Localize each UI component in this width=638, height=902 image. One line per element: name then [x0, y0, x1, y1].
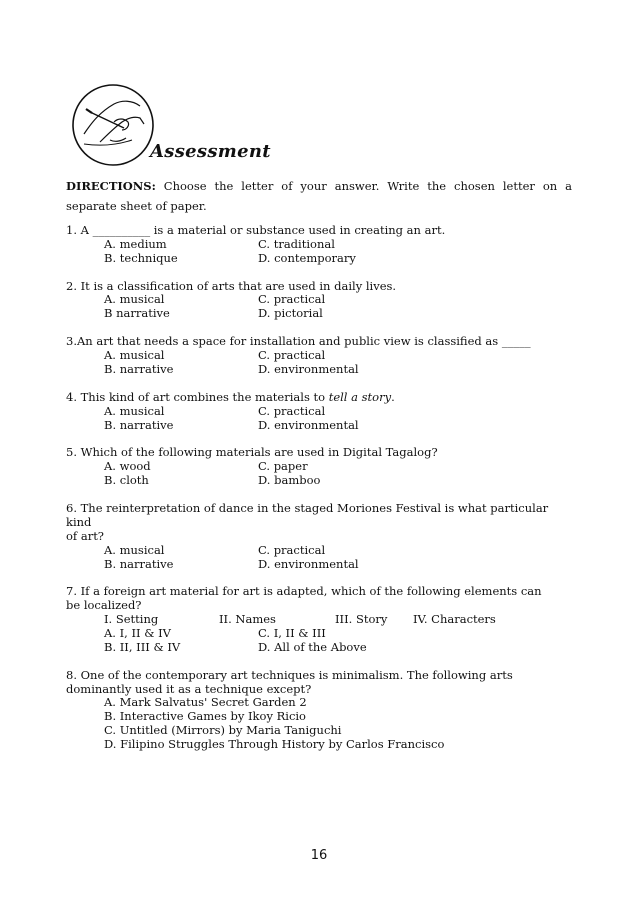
option-d: D. contemporary: [258, 250, 356, 265]
question-stem: 7. If a foreign art material for art is adapted, which of the following elements can: [66, 584, 542, 599]
question-stem: 5. Which of the following materials are used in Digital Tagalog?: [66, 445, 438, 460]
question-2: [66, 280, 572, 322]
question-4: [66, 391, 572, 433]
hand-writing-icon: [70, 82, 156, 168]
question-8: [66, 669, 572, 752]
option-b: B. II, III & IV: [104, 639, 181, 654]
page-number: 16: [310, 848, 328, 863]
stem-text: 4. This kind of art combines the materials to: [66, 389, 329, 404]
option-c: C. practical: [258, 348, 326, 363]
question-stem: [66, 391, 572, 405]
question-3: [66, 335, 572, 377]
option-a: A. musical: [104, 542, 165, 557]
roman-item: III. Story: [335, 612, 388, 627]
directions-label: DIRECTIONS:: [66, 179, 156, 193]
question-stem: 3.An art that needs a space for installation and public view is classified as _____: [66, 334, 531, 349]
question-1: [66, 224, 572, 266]
question-stem-cont: of art?: [66, 528, 104, 543]
option-d: D. environmental: [258, 417, 359, 432]
option-a: A. I, II & IV: [104, 625, 171, 640]
option-c: C. practical: [258, 542, 326, 557]
option-c: C. I, II & III: [258, 625, 326, 640]
option-b: B. narrative: [104, 361, 174, 376]
question-stem: 2. It is a classification of arts that are used in daily lives.: [66, 278, 397, 293]
option-d: D. All of the Above: [258, 639, 367, 654]
question-stem: 6. The reinterpretation of dance in the staged Moriones Festival is what particular kind: [66, 500, 549, 529]
question-stem-cont: dominantly used it as a technique except?: [66, 681, 312, 696]
option-d: D. Filipino Struggles Through History by Carlos Francisco: [104, 737, 445, 752]
option-a: A. wood: [104, 459, 151, 474]
question-6: [66, 502, 572, 572]
option-c: C. traditional: [258, 236, 335, 251]
option-c: C. paper: [258, 459, 308, 474]
option-a: A. Mark Salvatus' Secret Garden 2: [104, 695, 307, 710]
question-stem: 1. A __________ is a material or substance used in creating an art.: [66, 223, 446, 237]
question-7: [66, 585, 572, 654]
option-b: B. cloth: [104, 473, 149, 488]
option-d: D. environmental: [258, 556, 359, 571]
assessment-body: [66, 176, 572, 766]
question-5: [66, 446, 572, 488]
page-title: Assessment: [150, 141, 271, 162]
directions-text: Choose the letter of your answer. Write the chosen letter on a separate sheet of paper.: [66, 179, 572, 213]
option-c: C. Untitled (Mirrors) by Maria Taniguchi: [104, 723, 342, 738]
option-b: B. narrative: [104, 417, 174, 432]
roman-item: IV. Characters: [413, 612, 496, 627]
option-a: A. musical: [104, 403, 165, 418]
stem-end: .: [391, 389, 395, 404]
option-a: A. medium: [104, 236, 167, 251]
question-stem-cont: be localized?: [66, 598, 142, 613]
option-c: C. practical: [258, 403, 326, 418]
option-c: C. practical: [258, 292, 326, 307]
option-d: D. pictorial: [258, 306, 323, 321]
option-b: B narrative: [104, 306, 170, 321]
question-stem: 8. One of the contemporary art techniques is minimalism. The following arts: [66, 667, 513, 682]
stem-emphasis: tell a story: [328, 389, 392, 404]
roman-item: I. Setting: [104, 612, 159, 627]
roman-items: [66, 613, 572, 627]
option-a: A. musical: [104, 348, 165, 363]
option-b: B. Interactive Games by Ikoy Ricio: [104, 709, 306, 724]
option-b: B. technique: [104, 250, 178, 265]
directions: [66, 176, 572, 216]
option-b: B. narrative: [104, 556, 174, 571]
option-d: D. environmental: [258, 361, 359, 376]
roman-item: II. Names: [219, 612, 276, 627]
option-d: D. bamboo: [258, 473, 321, 488]
option-a: A. musical: [104, 292, 165, 307]
